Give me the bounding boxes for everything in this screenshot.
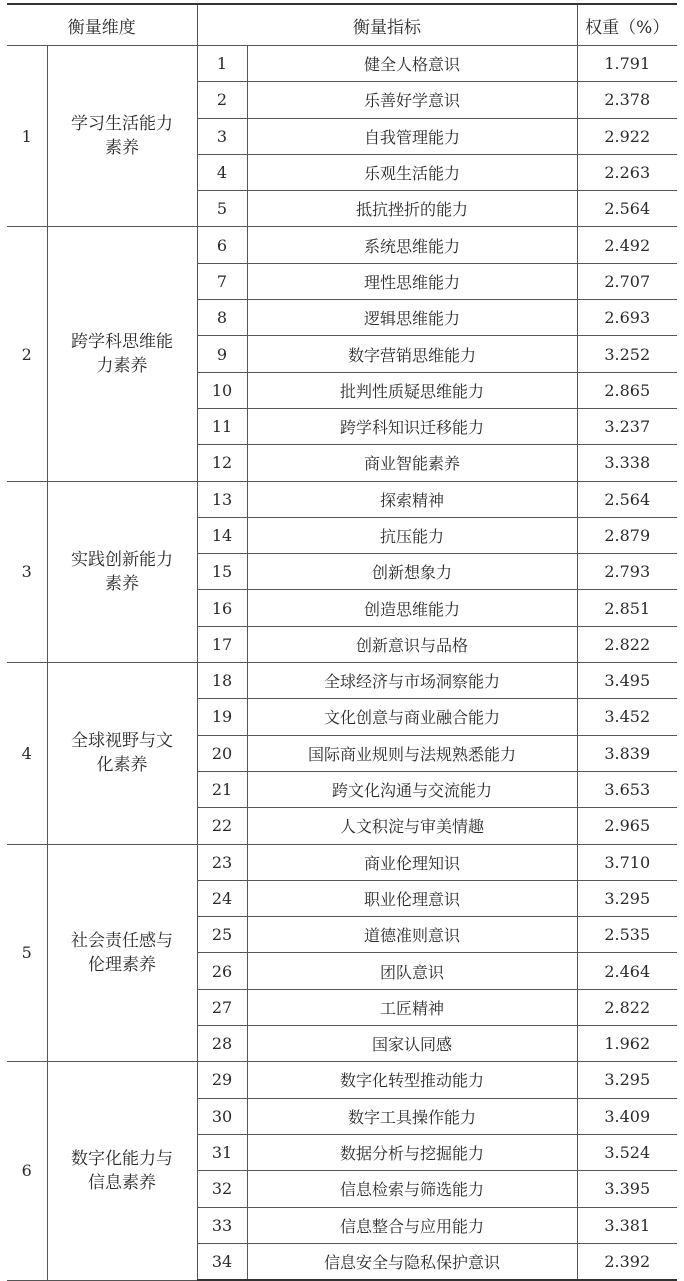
indicator-weight: 3.452 xyxy=(577,699,677,735)
indicator-weight: 2.564 xyxy=(577,191,677,227)
indicator-weight: 2.707 xyxy=(577,263,677,299)
indicator-name: 国家认同感 xyxy=(247,1026,577,1062)
indicator-number: 18 xyxy=(197,663,247,699)
indicator-weight: 2.535 xyxy=(577,917,677,953)
indicator-number: 9 xyxy=(197,336,247,372)
indicator-name: 乐善好学意识 xyxy=(247,82,577,118)
indicator-number: 16 xyxy=(197,590,247,626)
indicator-name: 团队意识 xyxy=(247,953,577,989)
dimension-cell xyxy=(47,844,197,1062)
header-dimension: 衡量维度 xyxy=(7,4,197,46)
indicator-number: 29 xyxy=(197,1062,247,1098)
indicator-number: 19 xyxy=(197,699,247,735)
indicator-weight: 2.378 xyxy=(577,82,677,118)
dimension-cell xyxy=(47,663,197,844)
indicator-weight: 2.693 xyxy=(577,300,677,336)
table-header xyxy=(7,4,677,46)
indicator-weight: 3.295 xyxy=(577,880,677,916)
indicator-weight: 3.381 xyxy=(577,1207,677,1243)
indicator-number: 10 xyxy=(197,372,247,408)
indicator-weight: 2.564 xyxy=(577,481,677,517)
indicator-name: 系统思维能力 xyxy=(247,227,577,263)
dimension-name: 学习生活能力素养 xyxy=(71,114,173,159)
indicator-weight: 2.392 xyxy=(577,1243,677,1280)
indicator-number: 28 xyxy=(197,1026,247,1062)
table-body xyxy=(7,46,677,1281)
indicator-weight: 1.791 xyxy=(577,46,677,82)
indicator-name: 全球经济与市场洞察能力 xyxy=(247,663,577,699)
indicator-name: 信息整合与应用能力 xyxy=(247,1207,577,1243)
indicator-name: 商业智能素养 xyxy=(247,445,577,481)
indicator-name: 理性思维能力 xyxy=(247,263,577,299)
indicator-weight: 2.879 xyxy=(577,517,677,553)
indicator-weight: 3.338 xyxy=(577,445,677,481)
indicator-number: 32 xyxy=(197,1171,247,1207)
indicator-number: 2 xyxy=(197,82,247,118)
indicator-name: 创新想象力 xyxy=(247,554,577,590)
indicator-name: 道德准则意识 xyxy=(247,917,577,953)
indicator-name: 健全人格意识 xyxy=(247,46,577,82)
indicator-number: 13 xyxy=(197,481,247,517)
table-row xyxy=(7,227,677,263)
dimension-number: 5 xyxy=(7,844,47,1062)
indicator-weight: 2.822 xyxy=(577,626,677,662)
indicator-weight: 2.464 xyxy=(577,953,677,989)
indicator-name: 职业伦理意识 xyxy=(247,880,577,916)
dimension-name: 数字化能力与信息素养 xyxy=(71,1148,173,1193)
indicator-name: 抵抗挫折的能力 xyxy=(247,191,577,227)
indicator-number: 33 xyxy=(197,1207,247,1243)
indicator-weight: 2.922 xyxy=(577,118,677,154)
indicator-weight: 2.865 xyxy=(577,372,677,408)
indicator-weight: 3.839 xyxy=(577,735,677,771)
table-row xyxy=(7,663,677,699)
dimension-cell xyxy=(47,227,197,481)
dimension-cell xyxy=(47,1062,197,1280)
indicator-number: 12 xyxy=(197,445,247,481)
indicator-number: 24 xyxy=(197,880,247,916)
indicator-name: 数字化转型推动能力 xyxy=(247,1062,577,1098)
indicator-name: 信息检索与筛选能力 xyxy=(247,1171,577,1207)
indicator-name: 批判性质疑思维能力 xyxy=(247,372,577,408)
indicator-number: 20 xyxy=(197,735,247,771)
indicator-name: 跨学科知识迁移能力 xyxy=(247,408,577,444)
indicator-name: 逻辑思维能力 xyxy=(247,300,577,336)
indicator-weight: 2.263 xyxy=(577,154,677,190)
header-indicator: 衡量指标 xyxy=(197,4,577,46)
indicator-weight: 3.395 xyxy=(577,1171,677,1207)
dimension-number: 4 xyxy=(7,663,47,844)
indicator-name: 商业伦理知识 xyxy=(247,844,577,880)
indicator-name: 自我管理能力 xyxy=(247,118,577,154)
header-weight: 权重（%） xyxy=(577,4,677,46)
indicator-number: 1 xyxy=(197,46,247,82)
indicator-number: 11 xyxy=(197,408,247,444)
indicator-number: 4 xyxy=(197,154,247,190)
indicator-weight: 1.962 xyxy=(577,1026,677,1062)
indicator-name: 抗压能力 xyxy=(247,517,577,553)
table-row xyxy=(7,46,677,82)
indicator-number: 3 xyxy=(197,118,247,154)
indicator-number: 14 xyxy=(197,517,247,553)
indicator-number: 30 xyxy=(197,1098,247,1134)
dimension-number: 3 xyxy=(7,481,47,662)
indicator-number: 26 xyxy=(197,953,247,989)
indicator-number: 5 xyxy=(197,191,247,227)
table-row xyxy=(7,844,677,880)
indicator-name: 创新意识与品格 xyxy=(247,626,577,662)
indicator-weight: 3.653 xyxy=(577,771,677,807)
indicator-name: 信息安全与隐私保护意识 xyxy=(247,1243,577,1280)
header-row xyxy=(7,4,677,46)
dimension-name: 全球视野与文化素养 xyxy=(71,731,173,776)
indicator-name: 国际商业规则与法规熟悉能力 xyxy=(247,735,577,771)
dimension-number: 6 xyxy=(7,1062,47,1280)
indicator-weight: 2.851 xyxy=(577,590,677,626)
indicator-number: 31 xyxy=(197,1134,247,1170)
dimension-cell xyxy=(47,481,197,662)
indicator-weight: 3.495 xyxy=(577,663,677,699)
table-row xyxy=(7,1062,677,1098)
indicator-weight: 2.822 xyxy=(577,989,677,1025)
indicator-weight-table xyxy=(7,3,677,1281)
indicator-weight: 3.252 xyxy=(577,336,677,372)
indicator-name: 工匠精神 xyxy=(247,989,577,1025)
indicator-weight: 3.524 xyxy=(577,1134,677,1170)
indicator-weight: 3.295 xyxy=(577,1062,677,1098)
indicator-number: 17 xyxy=(197,626,247,662)
indicator-number: 21 xyxy=(197,771,247,807)
indicator-number: 8 xyxy=(197,300,247,336)
indicator-number: 15 xyxy=(197,554,247,590)
indicator-weight: 3.409 xyxy=(577,1098,677,1134)
dimension-cell xyxy=(47,46,197,227)
indicator-name: 乐观生活能力 xyxy=(247,154,577,190)
indicator-name: 创造思维能力 xyxy=(247,590,577,626)
indicator-weight: 2.492 xyxy=(577,227,677,263)
indicator-number: 34 xyxy=(197,1243,247,1280)
indicator-number: 23 xyxy=(197,844,247,880)
indicator-number: 7 xyxy=(197,263,247,299)
indicator-weight: 2.793 xyxy=(577,554,677,590)
dimension-name: 跨学科思维能力素养 xyxy=(71,332,173,377)
indicator-weight: 3.237 xyxy=(577,408,677,444)
indicator-name: 跨文化沟通与交流能力 xyxy=(247,771,577,807)
dimension-name: 社会责任感与伦理素养 xyxy=(71,930,173,975)
indicator-name: 数字营销思维能力 xyxy=(247,336,577,372)
indicator-name: 数字工具操作能力 xyxy=(247,1098,577,1134)
indicator-weight: 2.965 xyxy=(577,808,677,844)
indicator-name: 探索精神 xyxy=(247,481,577,517)
indicator-weight: 3.710 xyxy=(577,844,677,880)
indicator-number: 6 xyxy=(197,227,247,263)
table-row xyxy=(7,481,677,517)
dimension-name: 实践创新能力素养 xyxy=(71,549,173,594)
dimension-number: 1 xyxy=(7,46,47,227)
indicator-name: 文化创意与商业融合能力 xyxy=(247,699,577,735)
indicator-number: 22 xyxy=(197,808,247,844)
indicator-name: 数据分析与挖掘能力 xyxy=(247,1134,577,1170)
indicator-name: 人文积淀与审美情趣 xyxy=(247,808,577,844)
indicator-number: 25 xyxy=(197,917,247,953)
dimension-number: 2 xyxy=(7,227,47,481)
indicator-number: 27 xyxy=(197,989,247,1025)
